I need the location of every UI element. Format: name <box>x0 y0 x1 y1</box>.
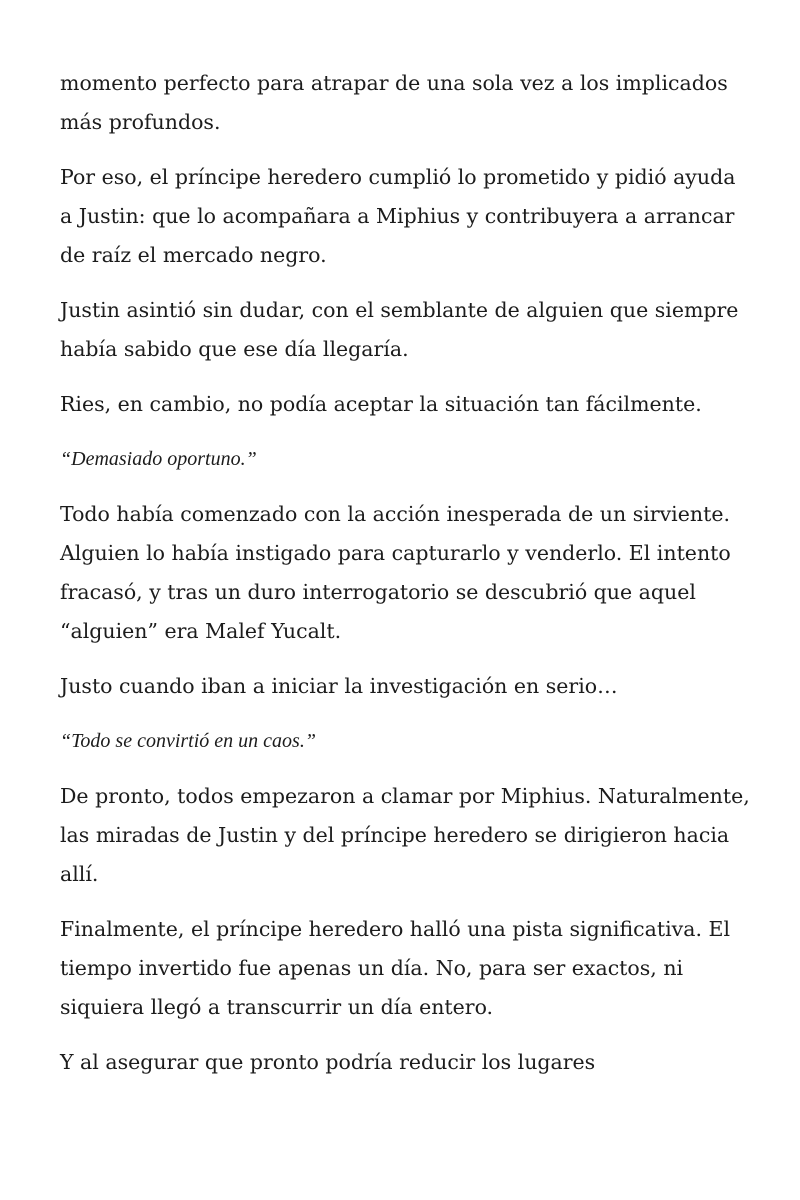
paragraph: Ries, en cambio, no podía aceptar la situación tan fácilmente. <box>60 392 702 416</box>
paragraph: Justo cuando iban a iniciar la investigación en serio… <box>60 674 618 698</box>
paragraph: momento perfecto para atrapar de una sola vez a los implicados más profundos. <box>60 71 728 134</box>
paragraph: Todo había comenzado con la acción inesperada de un sirviente. Alguien lo había instigado para capturarlo y venderlo. El intento fracasó, y tras un duro interrogatorio se descubrió que aquel “alguien” era Malef Yucalt. <box>60 502 731 643</box>
paragraph: Por eso, el príncipe heredero cumplió lo prometido y pidió ayuda a Justin: que lo acompañara a Miphius y contribuyera a arrancar de raíz el mercado negro. <box>60 165 736 267</box>
document-page <box>60 64 750 1098</box>
paragraph: Justin asintió sin dudar, con el semblante de alguien que siempre había sabido que ese día llegaría. <box>60 298 739 361</box>
paragraph: De pronto, todos empezaron a clamar por Miphius. Naturalmente, las miradas de Justin y del príncipe heredero se dirigieron hacia allí. <box>60 784 750 886</box>
italic-thought: “Todo se convirtió en un caos.” <box>60 730 316 752</box>
paragraph: Finalmente, el príncipe heredero halló una pista significativa. El tiempo invertido fue apenas un día. No, para ser exactos, ni siquiera llegó a transcurrir un día entero. <box>60 917 731 1019</box>
italic-thought: “Demasiado oportuno.” <box>60 448 257 470</box>
paragraph: Y al asegurar que pronto podría reducir los lugares <box>60 1050 596 1074</box>
